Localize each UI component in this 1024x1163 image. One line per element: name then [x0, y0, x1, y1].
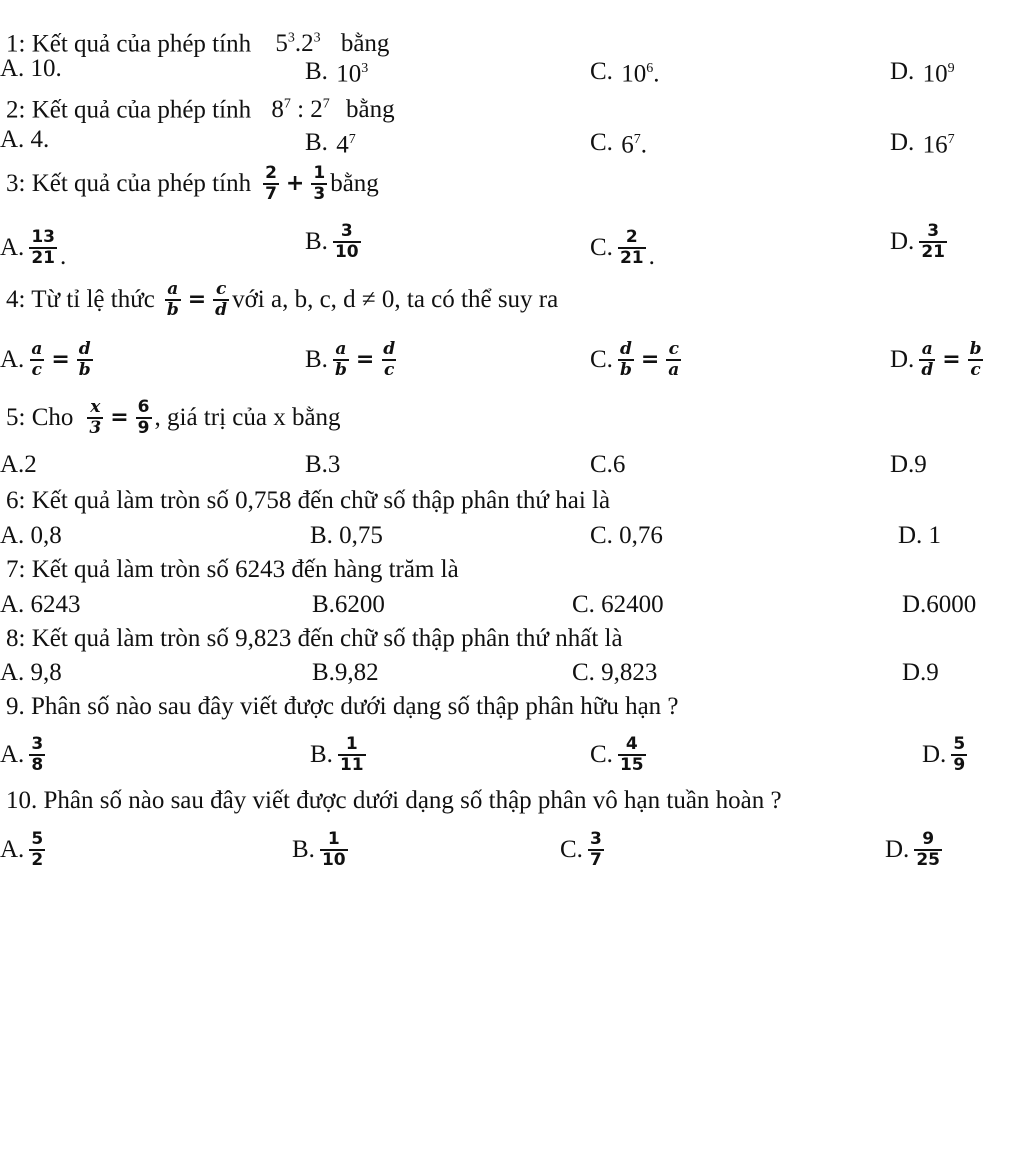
q3-fraction-2: $\frac{1}{3}$ — [313, 163, 326, 204]
equals-sign: = — [187, 287, 207, 312]
q3-option-b[interactable]: B. $\frac{3}{10}$ — [305, 221, 359, 262]
question-2 — [6, 88, 395, 127]
question-3 — [6, 164, 379, 204]
question-4 — [6, 280, 558, 320]
question-5-suffix: , giá trị của x bằng — [154, 404, 341, 431]
q1-option-b[interactable]: B. $10^3$ — [305, 57, 369, 88]
q10-option-a[interactable]: A. $\frac{5}{2}$ — [0, 829, 44, 870]
q5-option-c[interactable]: C.6 — [590, 451, 626, 478]
q2-option-c[interactable]: C. $6^7$. — [590, 128, 647, 159]
question-2-suffix: bằng — [346, 96, 395, 124]
q4-fraction-1: $\frac{a}{b}$ — [166, 279, 179, 320]
q7-option-a[interactable]: A. 6243 — [0, 591, 81, 618]
q2-option-a[interactable]: A. 4. — [0, 126, 50, 153]
q1-option-d[interactable]: D. $10^9$ — [890, 57, 955, 88]
q6-option-b[interactable]: B. 0,75 — [310, 522, 383, 549]
q8-option-d[interactable]: D.9 — [902, 659, 939, 686]
q6-option-a[interactable]: A. 0,8 — [0, 522, 62, 549]
q3-fraction-1: $\frac{2}{7}$ — [265, 163, 277, 204]
question-4-prefix: 4: Từ tỉ lệ thức — [6, 286, 155, 313]
question-5 — [6, 398, 341, 438]
q1-option-c[interactable]: C. $10^6$. — [590, 57, 660, 88]
q7-option-d[interactable]: D.6000 — [902, 591, 977, 618]
question-5-prefix: 5: Cho — [6, 404, 74, 431]
question-9: 9. Phân số nào sau đây viết được dưới dạng số thập phân hữu hạn ? — [6, 693, 679, 720]
q5-option-d[interactable]: D.9 — [890, 451, 927, 478]
q4-option-c[interactable]: C. $\frac{d}{b}$ = $\frac{c}{a}$ — [590, 339, 680, 380]
question-8: 8: Kết quả làm tròn số 9,823 đến chữ số thập phân thứ nhất là — [6, 625, 623, 652]
question-1-suffix: bằng — [340, 30, 390, 58]
q4-fraction-2: $\frac{c}{d}$ — [215, 279, 228, 320]
q9-option-c[interactable]: C. $\frac{4}{15}$ — [590, 734, 644, 775]
question-6: 6: Kết quả làm tròn số 0,758 đến chữ số thập phân thứ hai là — [6, 487, 611, 514]
question-3-suffix: bằng — [330, 170, 379, 197]
q8-option-a[interactable]: A. 9,8 — [0, 659, 62, 686]
q1-option-a[interactable]: A. 10. — [0, 55, 62, 82]
q6-option-c[interactable]: C. 0,76 — [590, 522, 663, 549]
q4-option-b[interactable]: B. $\frac{a}{b}$ = $\frac{d}{c}$ — [305, 339, 396, 380]
equals-sign: = — [110, 405, 129, 430]
q3-option-a[interactable]: A. $\frac{13}{21}$ . — [0, 227, 67, 270]
q4-option-d[interactable]: D. $\frac{a}{d}$ = $\frac{b}{c}$ — [890, 339, 982, 380]
question-4-suffix: với a, b, c, d ≠ 0, ta có thể suy ra — [232, 286, 559, 313]
q10-option-c[interactable]: C. $\frac{3}{7}$ — [560, 829, 602, 870]
q5-option-b[interactable]: B.3 — [305, 451, 341, 478]
q10-option-b[interactable]: B. $\frac{1}{10}$ — [292, 829, 346, 870]
q5-fraction-1: $\frac{x}{3}$ — [89, 397, 102, 438]
question-3-prefix: 3: Kết quả của phép tính — [6, 170, 252, 197]
question-1-expression: $5^3.2^3$ — [275, 30, 321, 58]
q3-option-d[interactable]: D. $\frac{3}{21}$ — [890, 221, 945, 262]
question-10: 10. Phân số nào sau đây viết được dưới dạng số thập phân vô hạn tuần hoàn ? — [6, 787, 782, 814]
q3-option-c[interactable]: C. $\frac{2}{21}$ . — [590, 227, 655, 270]
q9-option-b[interactable]: B. $\frac{1}{11}$ — [310, 734, 364, 775]
q7-option-c[interactable]: C. 62400 — [572, 591, 664, 618]
q2-option-d[interactable]: D. $16^7$ — [890, 128, 955, 159]
q10-option-d[interactable]: D. $\frac{9}{25}$ — [885, 829, 940, 870]
question-2-prefix: 2: Kết quả của phép tính — [6, 96, 252, 124]
question-1-prefix: 1: Kết quả của phép tính — [6, 30, 252, 58]
q5-option-a[interactable]: A.2 — [0, 451, 37, 478]
q2-option-b[interactable]: B. $4^7$ — [305, 128, 356, 159]
plus-sign: + — [285, 171, 305, 196]
q4-option-a[interactable]: A. $\frac{a}{c}$ = $\frac{d}{b}$ — [0, 339, 91, 380]
question-2-expression: $8^7$ : $2^7$ — [271, 96, 330, 124]
q5-fraction-2: $\frac{6}{9}$ — [137, 397, 150, 438]
q7-option-b[interactable]: B.6200 — [312, 591, 385, 618]
q9-option-a[interactable]: A. $\frac{3}{8}$ — [0, 734, 44, 775]
q6-option-d[interactable]: D. 1 — [898, 522, 942, 549]
q9-option-d[interactable]: D. $\frac{5}{9}$ — [922, 734, 966, 775]
q8-option-c[interactable]: C. 9,823 — [572, 659, 658, 686]
q8-option-b[interactable]: B.9,82 — [312, 659, 379, 686]
question-7: 7: Kết quả làm tròn số 6243 đến hàng trăm là — [6, 556, 459, 583]
